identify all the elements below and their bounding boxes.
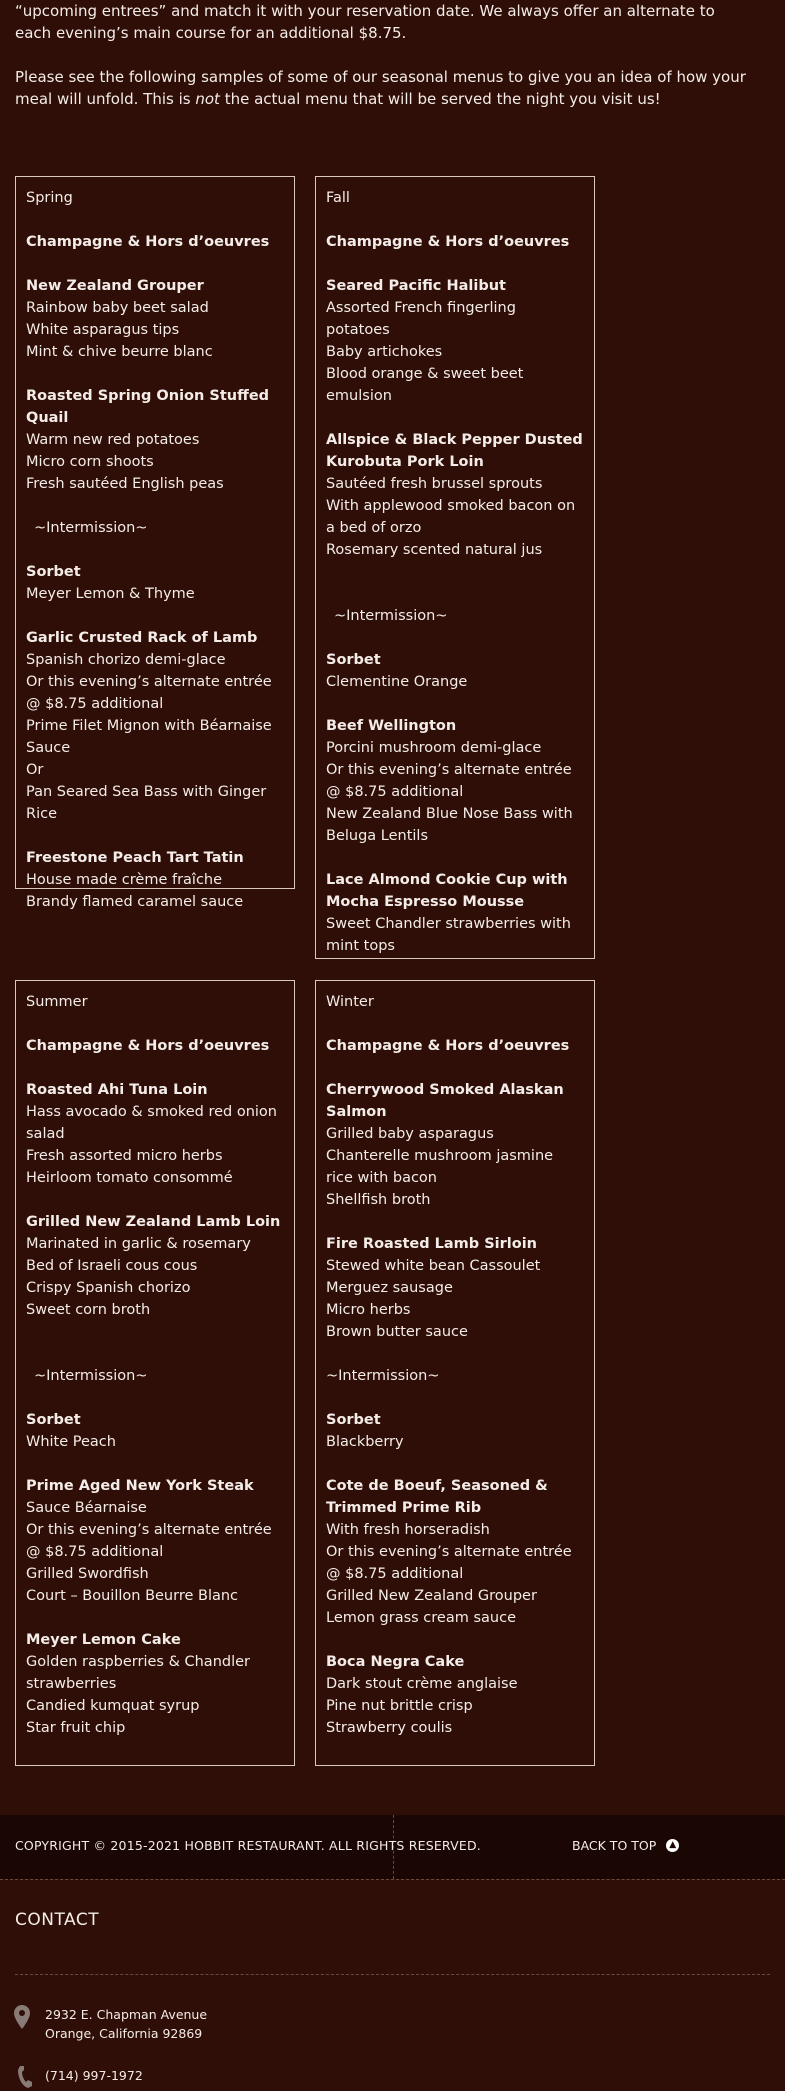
menu-spacer	[326, 693, 584, 715]
menu-course-detail: Crispy Spanish chorizo	[26, 1280, 191, 1296]
menu-course-detail: Brown butter sauce	[326, 1324, 468, 1340]
menu-course-detail: Shellfish broth	[326, 1192, 431, 1208]
menu-course-detail: Or this evening’s alternate entrée @ $8.75 additional	[326, 1544, 572, 1582]
menu-spacer	[326, 1453, 584, 1475]
menu-spacer	[326, 209, 584, 231]
contact-phone[interactable]: (714) 997-1972	[45, 2068, 143, 2083]
menu-course-detail: Court – Bouillon Beurre Blanc	[26, 1588, 239, 1604]
menu-course-detail: Golden raspberries & Chandler strawberries	[26, 1654, 250, 1692]
menu-season-title: Fall	[326, 190, 350, 206]
menu-spacer	[26, 1321, 284, 1343]
menu-season-title: Summer	[26, 994, 88, 1010]
menu-spacer	[326, 1057, 584, 1079]
menu-spacer	[26, 825, 284, 847]
menu-spacer	[26, 1013, 284, 1035]
menu-course-detail: With applewood smoked bacon on a bed of orzo	[326, 498, 576, 536]
menu-season-title: Spring	[26, 190, 73, 206]
menu-course-title: New Zealand Grouper	[26, 278, 204, 294]
menu-course-detail: Bed of Israeli cous cous	[26, 1258, 198, 1274]
menu-course-title: Sorbet	[326, 652, 381, 668]
menu-course-detail: Pan Seared Sea Bass with Ginger Rice	[26, 784, 267, 822]
menu-course-detail: ~Intermission~	[34, 1368, 148, 1384]
menu-spacer	[26, 1189, 284, 1211]
menu-spacer	[326, 1343, 584, 1365]
menu-course-title: Lace Almond Cookie Cup with Mocha Espresso Mousse	[326, 872, 568, 910]
menu-course-detail: Marinated in garlic & rosemary	[26, 1236, 251, 1252]
menu-course-detail: Fresh assorted micro herbs	[26, 1148, 223, 1164]
address-line-2: Orange, California 92869	[45, 2026, 203, 2041]
menu-summer	[15, 980, 295, 1766]
menu-course-detail: Grilled baby asparagus	[326, 1126, 494, 1142]
menu-course-detail: Dark stout crème anglaise	[326, 1676, 518, 1692]
menu-course-detail: Or	[26, 762, 44, 778]
footer-bottom-divider	[0, 1879, 785, 1880]
menu-course-detail: Micro corn shoots	[26, 454, 154, 470]
menu-course-detail: Lemon grass cream sauce	[326, 1610, 516, 1626]
menu-spacer	[26, 495, 284, 517]
menu-course-detail: Baby artichokes	[326, 344, 443, 360]
intro-paragraph-2	[15, 66, 755, 110]
menu-course-detail: White asparagus tips	[26, 322, 180, 338]
menu-spacer	[326, 847, 584, 869]
menu-course-detail: Sweet corn broth	[26, 1302, 151, 1318]
menu-course-detail: Stewed white bean Cassoulet	[326, 1258, 541, 1274]
menu-course-title: Meyer Lemon Cake	[26, 1632, 181, 1648]
menu-spacer	[26, 1057, 284, 1079]
menu-course-detail: Spanish chorizo demi-glace	[26, 652, 226, 668]
menu-course-title: Boca Negra Cake	[326, 1654, 465, 1670]
copyright-text: COPYRIGHT © 2015-2021 HOBBIT RESTAURANT. ALL RIGHTS RESERVED.	[15, 1838, 481, 1853]
menu-spacer	[326, 253, 584, 275]
back-to-top-link[interactable]	[572, 1838, 679, 1853]
menu-spacer	[26, 539, 284, 561]
contact-title: CONTACT	[15, 1910, 100, 1930]
menu-course-detail: Or this evening’s alternate entrée @ $8.75 additional	[326, 762, 572, 800]
contact-divider	[15, 1974, 770, 1975]
address-line-1: 2932 E. Chapman Avenue	[45, 2007, 208, 2022]
menu-course-detail: ~Intermission~	[326, 1368, 440, 1384]
menu-course-title: Champagne & Hors d’oeuvres	[326, 1038, 570, 1054]
menu-course-title: Champagne & Hors d’oeuvres	[26, 1038, 270, 1054]
menu-course-detail: Porcini mushroom demi-glace	[326, 740, 542, 756]
menu-spacer	[326, 583, 584, 605]
menu-course-detail: Blood orange & sweet beet emulsion	[326, 366, 524, 404]
menu-course-detail: Prime Filet Mignon with Béarnaise Sauce	[26, 718, 272, 756]
menu-course-title: Sorbet	[326, 1412, 381, 1428]
menu-course-detail: Or this evening’s alternate entrée @ $8.75 additional	[26, 1522, 272, 1560]
menu-course-title: Roasted Ahi Tuna Loin	[26, 1082, 208, 1098]
menu-course-title: Roasted Spring Onion Stuffed Quail	[26, 388, 270, 426]
menu-course-detail: Warm new red potatoes	[26, 432, 200, 448]
menu-course-detail: Grilled Swordfish	[26, 1566, 149, 1582]
menu-course-detail: Sautéed fresh brussel sprouts	[326, 476, 543, 492]
menu-spacer	[326, 627, 584, 649]
menu-course-detail: Star fruit chip	[26, 1720, 126, 1736]
menu-season-title: Winter	[326, 994, 374, 1010]
menu-course-title: Fire Roasted Lamb Sirloin	[326, 1236, 537, 1252]
intro-p2-start: Please see the following samples of some of our seasonal menus to give you an idea of how your meal will unfold. This is	[15, 68, 746, 108]
menu-spacer	[326, 561, 584, 583]
menu-course-title: Freestone Peach Tart Tatin	[26, 850, 244, 866]
menu-spring	[15, 176, 295, 910]
menu-course-detail: New Zealand Blue Nose Bass with Beluga Lentils	[326, 806, 573, 844]
menu-course-detail: Grilled New Zealand Grouper	[326, 1588, 537, 1604]
intro-paragraph-1: “upcoming entrees” and match it with your reservation date. We always offer an alternate to each evening’s main course for an additional $8.75.	[15, 2, 715, 42]
phone-icon	[16, 2064, 32, 2088]
menu-course-title: Seared Pacific Halibut	[326, 278, 506, 294]
map-pin-icon	[14, 2005, 30, 2029]
menu-spacer	[26, 1453, 284, 1475]
menu-spacer	[26, 209, 284, 231]
menu-course-detail: With fresh horseradish	[326, 1522, 490, 1538]
menu-course-detail: ~Intermission~	[334, 608, 448, 624]
menu-course-detail: House made crème fraîche	[26, 872, 223, 888]
menu-winter	[315, 980, 595, 1766]
menu-course-detail: Assorted French fingerling potatoes	[326, 300, 516, 338]
menu-course-title: Cherrywood Smoked Alaskan Salmon	[326, 1082, 564, 1120]
menu-spacer	[26, 253, 284, 275]
menu-course-detail: Brandy flamed caramel sauce	[26, 894, 244, 910]
menu-course-detail: Merguez sausage	[326, 1280, 453, 1296]
menu-spacer	[326, 1387, 584, 1409]
menu-course-detail: White Peach	[26, 1434, 116, 1450]
menu-spacer	[326, 1211, 584, 1233]
contact-address	[45, 2005, 207, 2043]
menu-course-detail: Heirloom tomato consommé	[26, 1170, 233, 1186]
menu-course-detail: Sauce Béarnaise	[26, 1500, 147, 1516]
menu-course-detail: Chanterelle mushroom jasmine rice with bacon	[326, 1148, 554, 1186]
menu-spacer	[26, 1607, 284, 1629]
arrow-up-circle-icon: ▲	[666, 1839, 679, 1852]
menu-spacer	[326, 1629, 584, 1651]
menu-course-title: Grilled New Zealand Lamb Loin	[26, 1214, 281, 1230]
menu-spacer	[26, 605, 284, 627]
menu-course-title: Cote de Boeuf, Seasoned & Trimmed Prime Rib	[326, 1478, 548, 1516]
menu-course-detail: Blackberry	[326, 1434, 404, 1450]
menu-course-title: Garlic Crusted Rack of Lamb	[26, 630, 258, 646]
menu-course-detail: Mint & chive beurre blanc	[26, 344, 213, 360]
back-to-top-label: BACK TO TOP	[572, 1838, 657, 1853]
menu-course-detail: Meyer Lemon & Thyme	[26, 586, 195, 602]
menu-spacer	[326, 407, 584, 429]
intro-text	[15, 0, 755, 132]
menu-spacer	[326, 1013, 584, 1035]
menu-spacer	[26, 1387, 284, 1409]
menu-spacer	[26, 1343, 284, 1365]
menu-course-detail: Hass avocado & smoked red onion salad	[26, 1104, 277, 1142]
menu-fall	[315, 176, 595, 959]
menu-course-title: Champagne & Hors d’oeuvres	[326, 234, 570, 250]
menu-course-detail: Rosemary scented natural jus	[326, 542, 543, 558]
menu-course-detail: Strawberry coulis	[326, 1720, 453, 1736]
menu-course-detail: Candied kumquat syrup	[26, 1698, 200, 1714]
menu-course-detail: Or this evening’s alternate entrée @ $8.75 additional	[26, 674, 272, 712]
menu-course-detail: Rainbow baby beet salad	[26, 300, 209, 316]
menu-course-detail: Micro herbs	[326, 1302, 411, 1318]
menu-course-title: Prime Aged New York Steak	[26, 1478, 254, 1494]
menu-course-title: Champagne & Hors d’oeuvres	[26, 234, 270, 250]
menu-course-title: Sorbet	[26, 564, 81, 580]
menu-course-detail: Pine nut brittle crisp	[326, 1698, 473, 1714]
menu-course-title: Beef Wellington	[326, 718, 457, 734]
menu-course-detail: Clementine Orange	[326, 674, 468, 690]
menu-course-title: Sorbet	[26, 1412, 81, 1428]
menu-course-detail: Sweet Chandler strawberries with mint tops	[326, 916, 571, 954]
menu-spacer	[26, 363, 284, 385]
menu-course-detail: ~Intermission~	[34, 520, 148, 536]
menu-course-title: Allspice & Black Pepper Dusted Kurobuta Pork Loin	[326, 432, 583, 470]
intro-p2-end: the actual menu that will be served the night you visit us!	[219, 90, 661, 108]
menu-course-detail: Fresh sautéed English peas	[26, 476, 224, 492]
intro-p2-emphasis: not	[195, 90, 220, 108]
